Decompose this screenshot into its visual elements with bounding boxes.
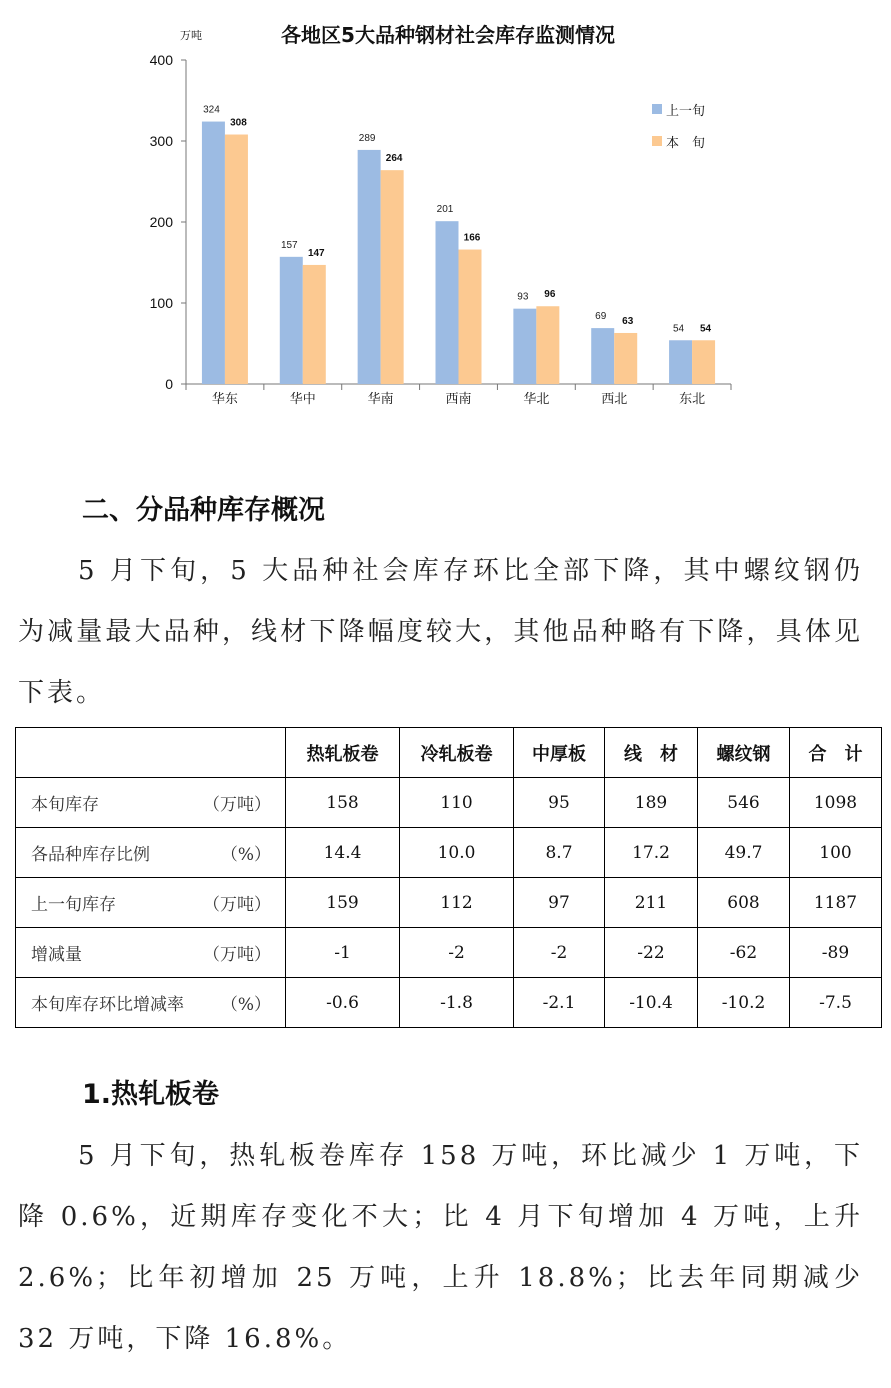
bar-current	[614, 333, 637, 384]
legend-swatch	[652, 104, 662, 114]
data-label: 324	[203, 104, 220, 116]
y-tick-label: 0	[165, 376, 173, 392]
x-tick-label: 东北	[679, 392, 706, 407]
row-label: 本旬库存环比增减率	[31, 995, 184, 1015]
y-tick-label: 400	[149, 52, 173, 68]
row-unit: （万吨）	[203, 795, 271, 815]
row-unit: （万吨）	[203, 895, 271, 915]
row-label: 增减量	[31, 945, 82, 965]
bar-current	[225, 135, 248, 384]
bar-current	[381, 170, 404, 384]
table-cell: -7.5	[790, 978, 882, 1028]
x-tick-label: 华中	[289, 392, 316, 407]
table-header-cell: 螺纹钢	[698, 728, 790, 778]
bar-previous	[202, 122, 225, 384]
row-unit: （万吨）	[203, 945, 271, 965]
y-unit-label: 万吨	[180, 29, 202, 42]
table-cell: 1098	[790, 778, 882, 828]
table-cell: -1.8	[400, 978, 514, 1028]
table-header-cell: 热轧板卷	[286, 728, 400, 778]
legend-label: 上一旬	[666, 104, 706, 119]
table-cell: -1	[286, 928, 400, 978]
bar-previous	[669, 340, 692, 384]
table-cell: 159	[286, 878, 400, 928]
data-label: 289	[358, 132, 376, 144]
row-label-cell	[16, 828, 286, 878]
x-tick-label: 西北	[601, 392, 628, 407]
data-label: 264	[385, 153, 403, 165]
section-heading: 二、分品种库存概况	[82, 495, 325, 526]
table-cell: -0.6	[286, 978, 400, 1028]
table-row	[16, 878, 882, 928]
table-header-cell: 中厚板	[514, 728, 605, 778]
table-cell: -2	[514, 928, 605, 978]
chart-title: 各地区5大品种钢材社会库存监测情况	[281, 23, 615, 47]
table-cell: 14.4	[286, 828, 400, 878]
bar-current	[303, 265, 326, 384]
table-cell: 1187	[790, 878, 882, 928]
table-header-cell: 线 材	[605, 728, 698, 778]
row-label: 上一旬库存	[31, 895, 116, 915]
data-label: 96	[544, 289, 556, 301]
table-cell: -10.2	[698, 978, 790, 1028]
table-cell: 8.7	[514, 828, 605, 878]
table-cell: -62	[698, 928, 790, 978]
bar-current	[692, 340, 715, 384]
table-cell: -22	[605, 928, 698, 978]
data-label: 157	[280, 239, 298, 251]
bar-current	[536, 306, 559, 384]
table-cell: 546	[698, 778, 790, 828]
table-cell: 112	[400, 878, 514, 928]
table-cell: -2.1	[514, 978, 605, 1028]
row-label: 各品种库存比例	[31, 845, 150, 865]
table-cell: -2	[400, 928, 514, 978]
row-label-cell	[16, 978, 286, 1028]
data-label: 93	[517, 291, 529, 303]
y-tick-label: 300	[149, 133, 173, 149]
table-header-cell	[16, 728, 286, 778]
y-tick-label: 200	[149, 214, 173, 230]
y-tick-label: 100	[149, 295, 173, 311]
table-row	[16, 928, 882, 978]
bar-previous	[591, 328, 614, 384]
row-label: 本旬库存	[31, 795, 99, 815]
table-cell: 110	[400, 778, 514, 828]
table-cell: -89	[790, 928, 882, 978]
table-row	[16, 828, 882, 878]
paragraph-1: 5 月下旬，5 大品种社会库存环比全部下降，其中螺纹钢仍为减量最大品种，线材下降幅度较大，其他品种略有下降，具体见下表。	[18, 556, 863, 708]
table-cell: 608	[698, 878, 790, 928]
table-cell: 211	[605, 878, 698, 928]
data-label: 147	[307, 247, 325, 259]
table-cell: -10.4	[605, 978, 698, 1028]
legend-swatch	[652, 136, 662, 146]
bar-previous	[436, 221, 459, 384]
x-tick-label: 西南	[445, 392, 472, 407]
inventory-table	[15, 727, 882, 1028]
row-unit: （%）	[220, 995, 271, 1015]
x-tick-label: 华东	[211, 392, 238, 407]
paragraph-2: 5 月下旬，热轧板卷库存 158 万吨，环比减少 1 万吨，下降 0.6%，近期库存变化不大；比 4 月下旬增加 4 万吨，上升 2.6%；比年初增加 25 万吨，上升 18.8%；比去年同期减少 32 万吨，下降 16.8%。	[18, 1141, 863, 1354]
x-tick-label: 华北	[523, 392, 550, 407]
bar-previous	[280, 257, 303, 384]
legend-label: 本 旬	[666, 136, 706, 151]
table-header-cell: 合 计	[790, 728, 882, 778]
table-row	[16, 978, 882, 1028]
table-cell: 10.0	[400, 828, 514, 878]
table-cell: 158	[286, 778, 400, 828]
data-label: 69	[595, 311, 607, 323]
data-label: 308	[230, 117, 247, 129]
table-cell: 100	[790, 828, 882, 878]
sub-heading: 1.热轧板卷	[82, 1079, 220, 1110]
data-label: 54	[673, 323, 685, 335]
bar-current	[459, 250, 482, 384]
chart-canvas	[0, 0, 891, 440]
data-label: 166	[463, 232, 481, 244]
table-header-cell: 冷轧板卷	[400, 728, 514, 778]
table-cell: 95	[514, 778, 605, 828]
data-label: 54	[700, 323, 712, 335]
row-label-cell	[16, 928, 286, 978]
table-row	[16, 778, 882, 828]
row-label-cell	[16, 778, 286, 828]
table-cell: 189	[605, 778, 698, 828]
table-cell: 49.7	[698, 828, 790, 878]
data-label: 201	[436, 204, 454, 216]
table-header-row	[16, 728, 882, 778]
bar-previous	[358, 150, 381, 384]
row-label-cell	[16, 878, 286, 928]
x-tick-label: 华南	[367, 392, 394, 407]
table-cell: 97	[514, 878, 605, 928]
data-label: 63	[622, 315, 634, 327]
row-unit: （%）	[220, 845, 271, 865]
bar-previous	[513, 309, 536, 384]
table-cell: 17.2	[605, 828, 698, 878]
inventory-bar-chart	[0, 0, 891, 440]
